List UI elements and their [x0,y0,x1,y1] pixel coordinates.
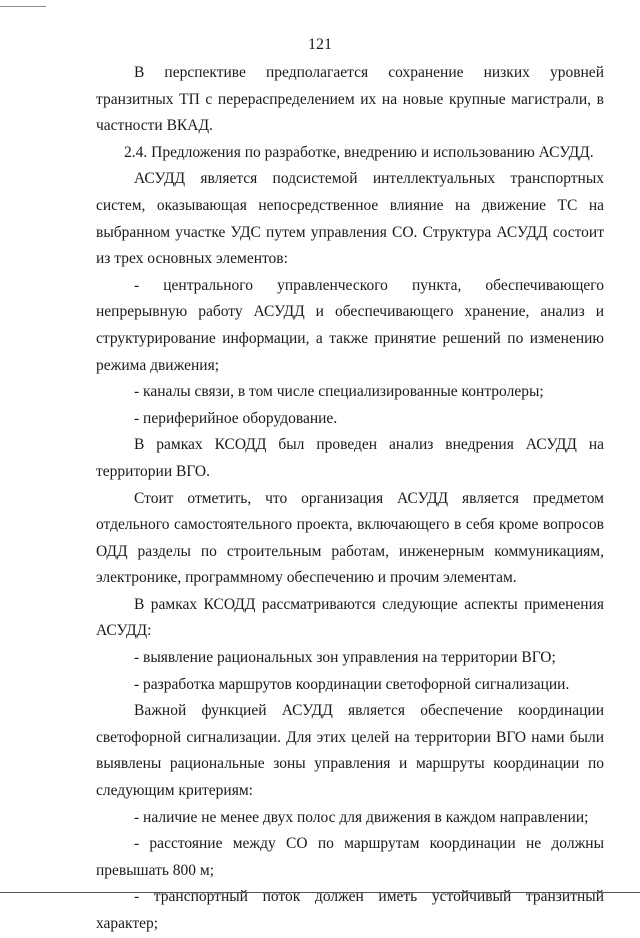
paragraph-asudd-definition: АСУДД является подсистемой интеллектуальных транспортных систем, оказывающая непосредственное влияние на движение ТС на выбранном участке УДС путем управления СО. Структура АСУДД состоит из трех основных элементов: [96,170,604,268]
list-item-peripheral-equipment: - периферийное оборудование. [134,409,338,427]
paragraph-aspects: В рамках КСОДД рассматриваются следующие аспекты применения АСУДД: [96,595,604,640]
paragraph-separate-project: Стоит отметить, что организация АСУДД является предметом отдельного самостоятельного проекта, включающего в себя кроме вопросов ОДД разделы по строительным работам, инженерным коммуникациям, электронике, программному обеспечению и прочим элементам. [96,489,604,587]
scan-edge-line [0,892,640,893]
list-item-two-lanes: - наличие не менее двух полос для движения в каждом направлении; [134,808,589,826]
list-item-communication-channels: - каналы связи, в том числе специализированные контролеры; [134,383,544,401]
list-item-control-zones: - выявление рациональных зон управления на территории ВГО; [134,649,556,667]
list-item-coordination-routes: - разработка маршрутов координации светофорной сигнализации. [134,675,570,693]
body-text [96,60,604,938]
paragraph-transit-flows: В перспективе предполагается сохранение низких уровней транзитных ТП с перераспределением их на новые крупные магистрали, в частности ВКАД. [96,64,604,135]
paragraph-coordination-function: Важной функцией АСУДД является обеспечение координации светофорной сигнализации. Для этих целей на территории ВГО нами были выявлены рациональные зоны управления и маршруты координации по следующим критериям: [96,702,604,800]
list-item-distance: - расстояние между СО по маршрутам координации не должны превышать 800 м; [96,835,604,879]
section-heading: 2.4. Предложения по разработке, внедрению и использованию АСУДД. [124,143,594,161]
paragraph-analysis: В рамках КСОДД был проведен анализ внедрения АСУДД на территории ВГО. [96,436,604,480]
scan-mark [0,6,46,7]
list-item-transit-flow: - транспортный поток должен иметь устойчивый транзитный характер; [96,888,604,932]
list-item-control-point: - центрального управленческого пункта, обеспечивающего непрерывную работу АСУДД и обеспечивающего хранение, анализ и структурирование информации, а также принятие решений по изменению режима движения; [96,276,604,374]
page-number: 121 [308,36,332,53]
